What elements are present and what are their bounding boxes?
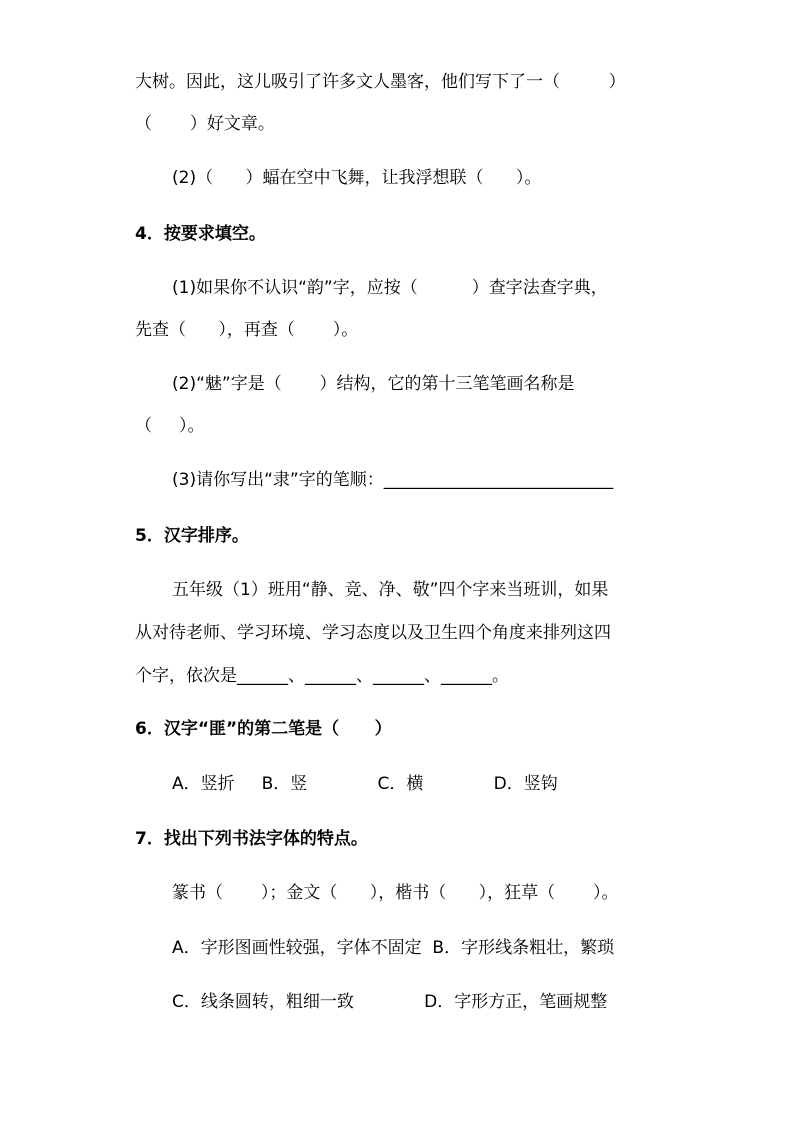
question-4-item-2: (2)“魅”字是（ ）结构，它的第十三笔笔画名称是 [172,374,575,394]
question-7-options-cd: C．线条圆转，粗细一致 D．字形方正，笔画规整 [172,992,608,1012]
text-line-2: （ ）好文章。 [135,114,275,134]
question-5-heading: 5．汉字排序。 [135,526,249,546]
question-7-heading: 7．找出下列书法字体的特点。 [135,829,368,849]
question-5-text-3: 个字，依次是______、______、______、______。 [135,666,509,686]
question-4-item-1-cont: 先查（ ），再查（ ）。 [135,320,359,340]
question-5-text-2: 从对待老师、学习环境、学习态度以及卫生四个角度来排列这四 [135,623,611,643]
question-7-blanks: 篆书（ ）；金文（ ），楷书（ ），狂草（ ）。 [172,883,619,903]
question-6-heading: 6．汉字“匪”的第二笔是（ ） [135,719,392,739]
text-line-1: 大树。因此，这儿吸引了许多文人墨客，他们写下了一（ ） [135,72,626,92]
question-4-item-1: (1)如果你不认识“韵”字，应按（ ）查字法查字典， [172,278,608,298]
question-4-item-2-cont: （ ）。 [135,416,205,436]
question-6-options: A．竖折 B．竖 C．横 D．竖钩 [172,774,558,794]
question-4-item-3: (3)请你写出“隶”字的笔顺：___________________________ [172,470,614,490]
question-4-heading: 4．按要求填空。 [135,224,266,244]
question-3-item-2: (2)（ ）蝠在空中飞舞，让我浮想联（ ）。 [172,168,542,188]
question-5-text-1: 五年级（1）班用“静、竞、净、敬”四个字来当班训，如果 [172,580,609,600]
question-7-options-ab: A．字形图画性较强，字体不固定 B．字形线条粗壮，繁琐 [172,938,615,958]
